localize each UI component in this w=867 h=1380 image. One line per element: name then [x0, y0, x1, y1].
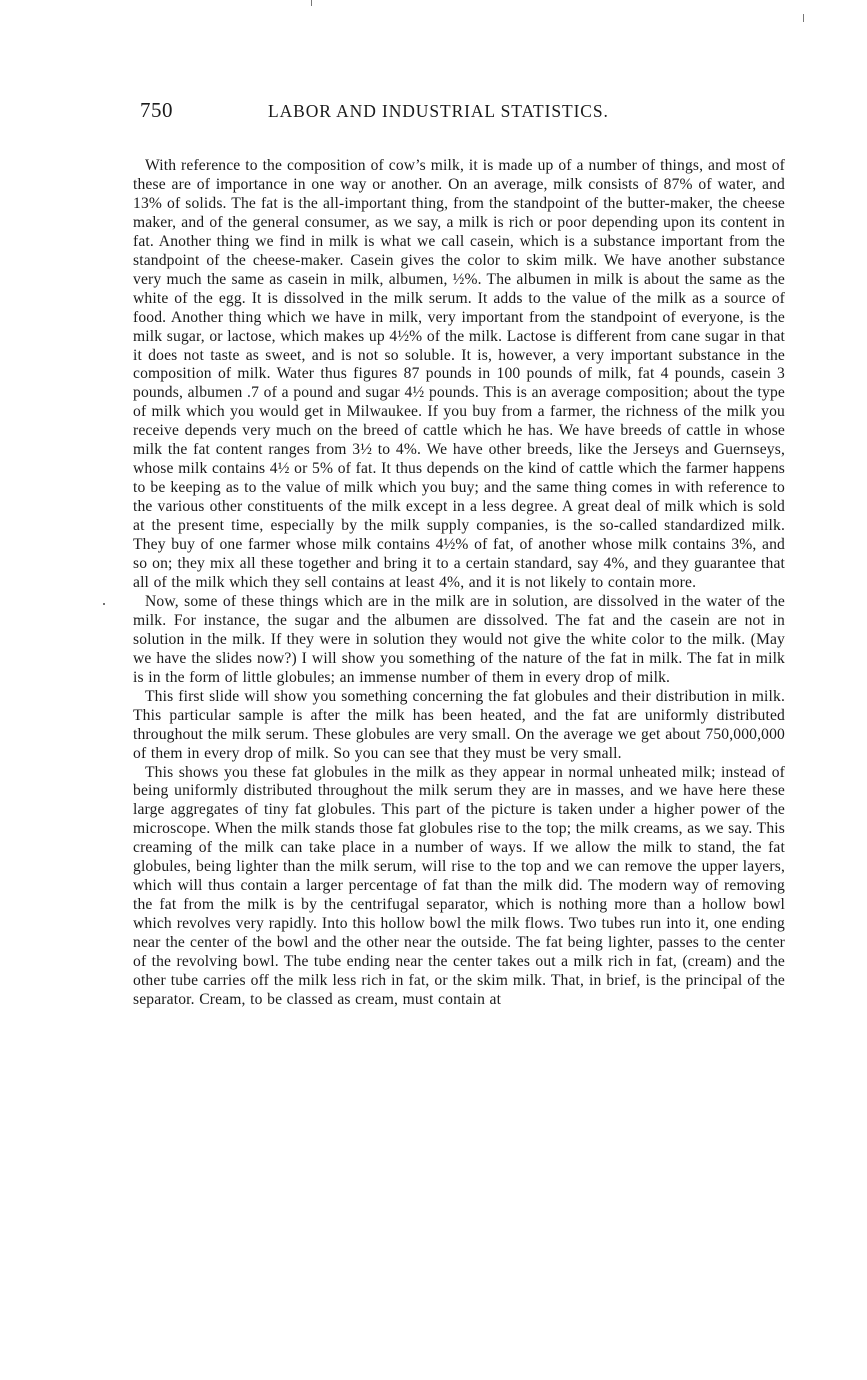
paragraph-milk-composition: With reference to the composition of cow’s milk, it is made up of a number of things, and most of these are of importance in one way or another. On an average, milk consists of 87% of water, and 13% of solids. The fat is the all-important thing, from the standpoint of the butter-maker, the cheese maker, and of the general consumer, as we say, a milk is rich or poor depending upon its content in fat. Another thing we find in milk is what we call casein, which is a substance important from the standpoint of the cheese-maker. Casein gives the color to skim milk. We have another substance very much the same as casein in milk, albumen, ½%. The albumen in milk is about the same as the white of the egg. It is dissolved in the milk serum. It adds to the value of the milk as a source of food. Another thing which we have in milk, very important from the standpoint of everyone, is the milk sugar, or lactose, which makes up 4½% of the milk. Lactose is different from cane sugar in that it does not taste as sweet, and is not so soluble. It is, however, a very important substance in the composition of milk. Water thus figures 87 pounds in 100 pounds of milk, fat 4 pounds, casein 3 pounds, albumen .7 of a pound and sugar 4½ pounds. This is an average composition; about the type of milk which you would get in Milwaukee. If you buy from a farmer, the richness of the milk you receive depends very much on the breed of cattle which he has. We have breeds of cattle in whose milk the fat content ranges from 3½ to 4%. We have other breeds, like the Jerseys and Guernseys, whose milk contains 4½ or 5% of fat. It thus depends on the kind of cattle which the farmer happens to be keeping as to the value of milk which you buy; and the same thing comes in with reference to the various other constituents of the milk except in a less degree. A great deal of milk which is sold at the present time, especially by the milk supply companies, is the so-called standardized milk. They buy of one farmer whose milk contains 4½% of fat, of another whose milk contains 3%, and so on; they mix all these together and bring it to a certain standard, say 4%, and they guarantee that all of the milk which they sell contains at least 4%, and it is not likely to contain more.: [133, 157, 785, 591]
scan-speck: [103, 603, 105, 605]
paragraph-creaming: This shows you these fat globules in the milk as they appear in normal unheated milk; instead of being uniformly distributed throughout the milk serum they are in masses, and we have here these large aggregates of tiny fat globules. This part of the picture is taken under a higher power of the microscope. When the milk stands those fat globules rise to the top; the milk creams, as we say. This creaming of the milk can take place in a number of ways. If we allow the milk to stand, the fat globules, being lighter than the milk serum, will rise to the top and we can remove the upper layers, which will thus contain a larger percentage of fat than the milk did. The modern way of removing the fat from the milk is by the centrifugal separator, which is nothing more than a hollow bowl which revolves very rapidly. Into this hollow bowl the milk flows. Two tubes run into it, one ending near the center of the bowl and the other near the outside. The fat being lighter, passes to the center of the revolving bowl. The tube ending near the center takes out a milk rich in fat, (cream) and the other tube carries off the milk less rich in fat, or the skim milk. That, in brief, is the principal of the separator. Cream, to be classed as cream, must contain at: [133, 763, 785, 1008]
page-number: 750: [140, 98, 173, 122]
paragraph-solution: Now, some of these things which are in the milk are in solution, are dissolved in the water of the milk. For instance, the sugar and the albumen are dissolved. The fat and the casein are not in solution in the milk. If they were in solution they would not give the white color to the milk. (May we have the slides now?) I will show you something of the nature of the fat in milk. The fat in milk is in the form of little globules; an immense number of them in every drop of milk.: [133, 592, 785, 686]
page-header: [140, 98, 670, 128]
running-head: LABOR AND INDUSTRIAL STATISTICS.: [268, 101, 609, 121]
scan-mark-right: [803, 14, 804, 22]
paragraph-first-slide: This first slide will show you something concerning the fat globules and their distribution in milk. This particular sample is after the milk has been heated, and the fat are uniformly distributed throughout the milk serum. These globules are very small. On the average we get about 750,000,000 of them in every drop of milk. So you can see that they must be very small.: [133, 687, 785, 762]
body-text: [133, 157, 785, 1010]
scan-mark-top: [311, 0, 312, 6]
